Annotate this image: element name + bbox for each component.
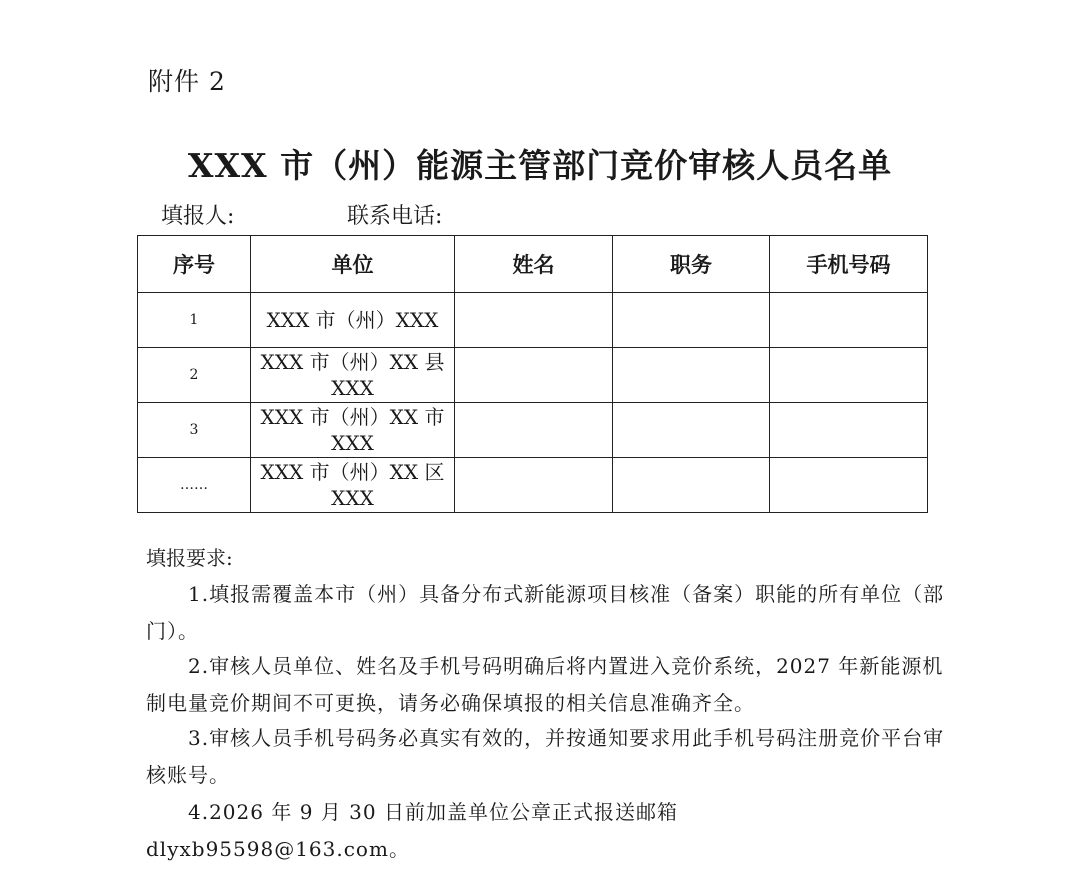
cell-name xyxy=(455,348,613,403)
cell-mobile xyxy=(770,458,928,513)
cell-unit: XXX 市（州）XXX xyxy=(251,293,455,348)
header-seq: 序号 xyxy=(138,236,251,293)
cell-seq: 3 xyxy=(138,403,251,458)
table-row xyxy=(138,403,928,458)
cell-unit: XXX 市（州）XX 县 XXX xyxy=(251,348,455,403)
cell-mobile xyxy=(770,293,928,348)
page-title: XXX 市（州）能源主管部门竞价审核人员名单 xyxy=(187,146,893,185)
table-row xyxy=(138,458,928,513)
cell-name xyxy=(455,293,613,348)
attachment-label: 附件 2 xyxy=(148,67,226,96)
requirements-title: 填报要求: xyxy=(146,546,233,570)
header-mobile: 手机号码 xyxy=(770,236,928,293)
table-row xyxy=(138,348,928,403)
cell-unit: XXX 市（州）XX 区 XXX xyxy=(251,458,455,513)
header-unit: 单位 xyxy=(251,236,455,293)
table-row xyxy=(138,293,928,348)
cell-name xyxy=(455,403,613,458)
cell-position xyxy=(613,458,770,513)
requirement-item: 4.2026 年 9 月 30 日前加盖单位公章正式报送邮箱 dlyxb95598@163.com。 xyxy=(146,800,678,861)
cell-position xyxy=(613,348,770,403)
requirement-item: 2.审核人员单位、姓名及手机号码明确后将内置进入竞价系统，2027 年新能源机制电量竞价期间不可更换，请务必确保填报的相关信息准确齐全。 xyxy=(146,654,944,715)
cell-seq: 2 xyxy=(138,348,251,403)
table-header-row xyxy=(138,236,928,293)
requirement-item: 1.填报需覆盖本市（州）具备分布式新能源项目核准（备案）职能的所有单位（部门）。 xyxy=(146,582,945,643)
cell-position xyxy=(613,293,770,348)
cell-name xyxy=(455,458,613,513)
header-position: 职务 xyxy=(613,236,770,293)
cell-seq: …… xyxy=(138,458,251,513)
cell-seq: 1 xyxy=(138,293,251,348)
reviewer-table xyxy=(137,235,928,513)
cell-mobile xyxy=(770,348,928,403)
filler-label: 填报人: xyxy=(161,204,235,229)
requirement-item: 3.审核人员手机号码务必真实有效的，并按通知要求用此手机号码注册竞价平台审核账号。 xyxy=(146,726,945,787)
phone-label: 联系电话: xyxy=(347,204,443,229)
cell-mobile xyxy=(770,403,928,458)
header-name: 姓名 xyxy=(455,236,613,293)
cell-unit: XXX 市（州）XX 市 XXX xyxy=(251,403,455,458)
cell-position xyxy=(613,403,770,458)
